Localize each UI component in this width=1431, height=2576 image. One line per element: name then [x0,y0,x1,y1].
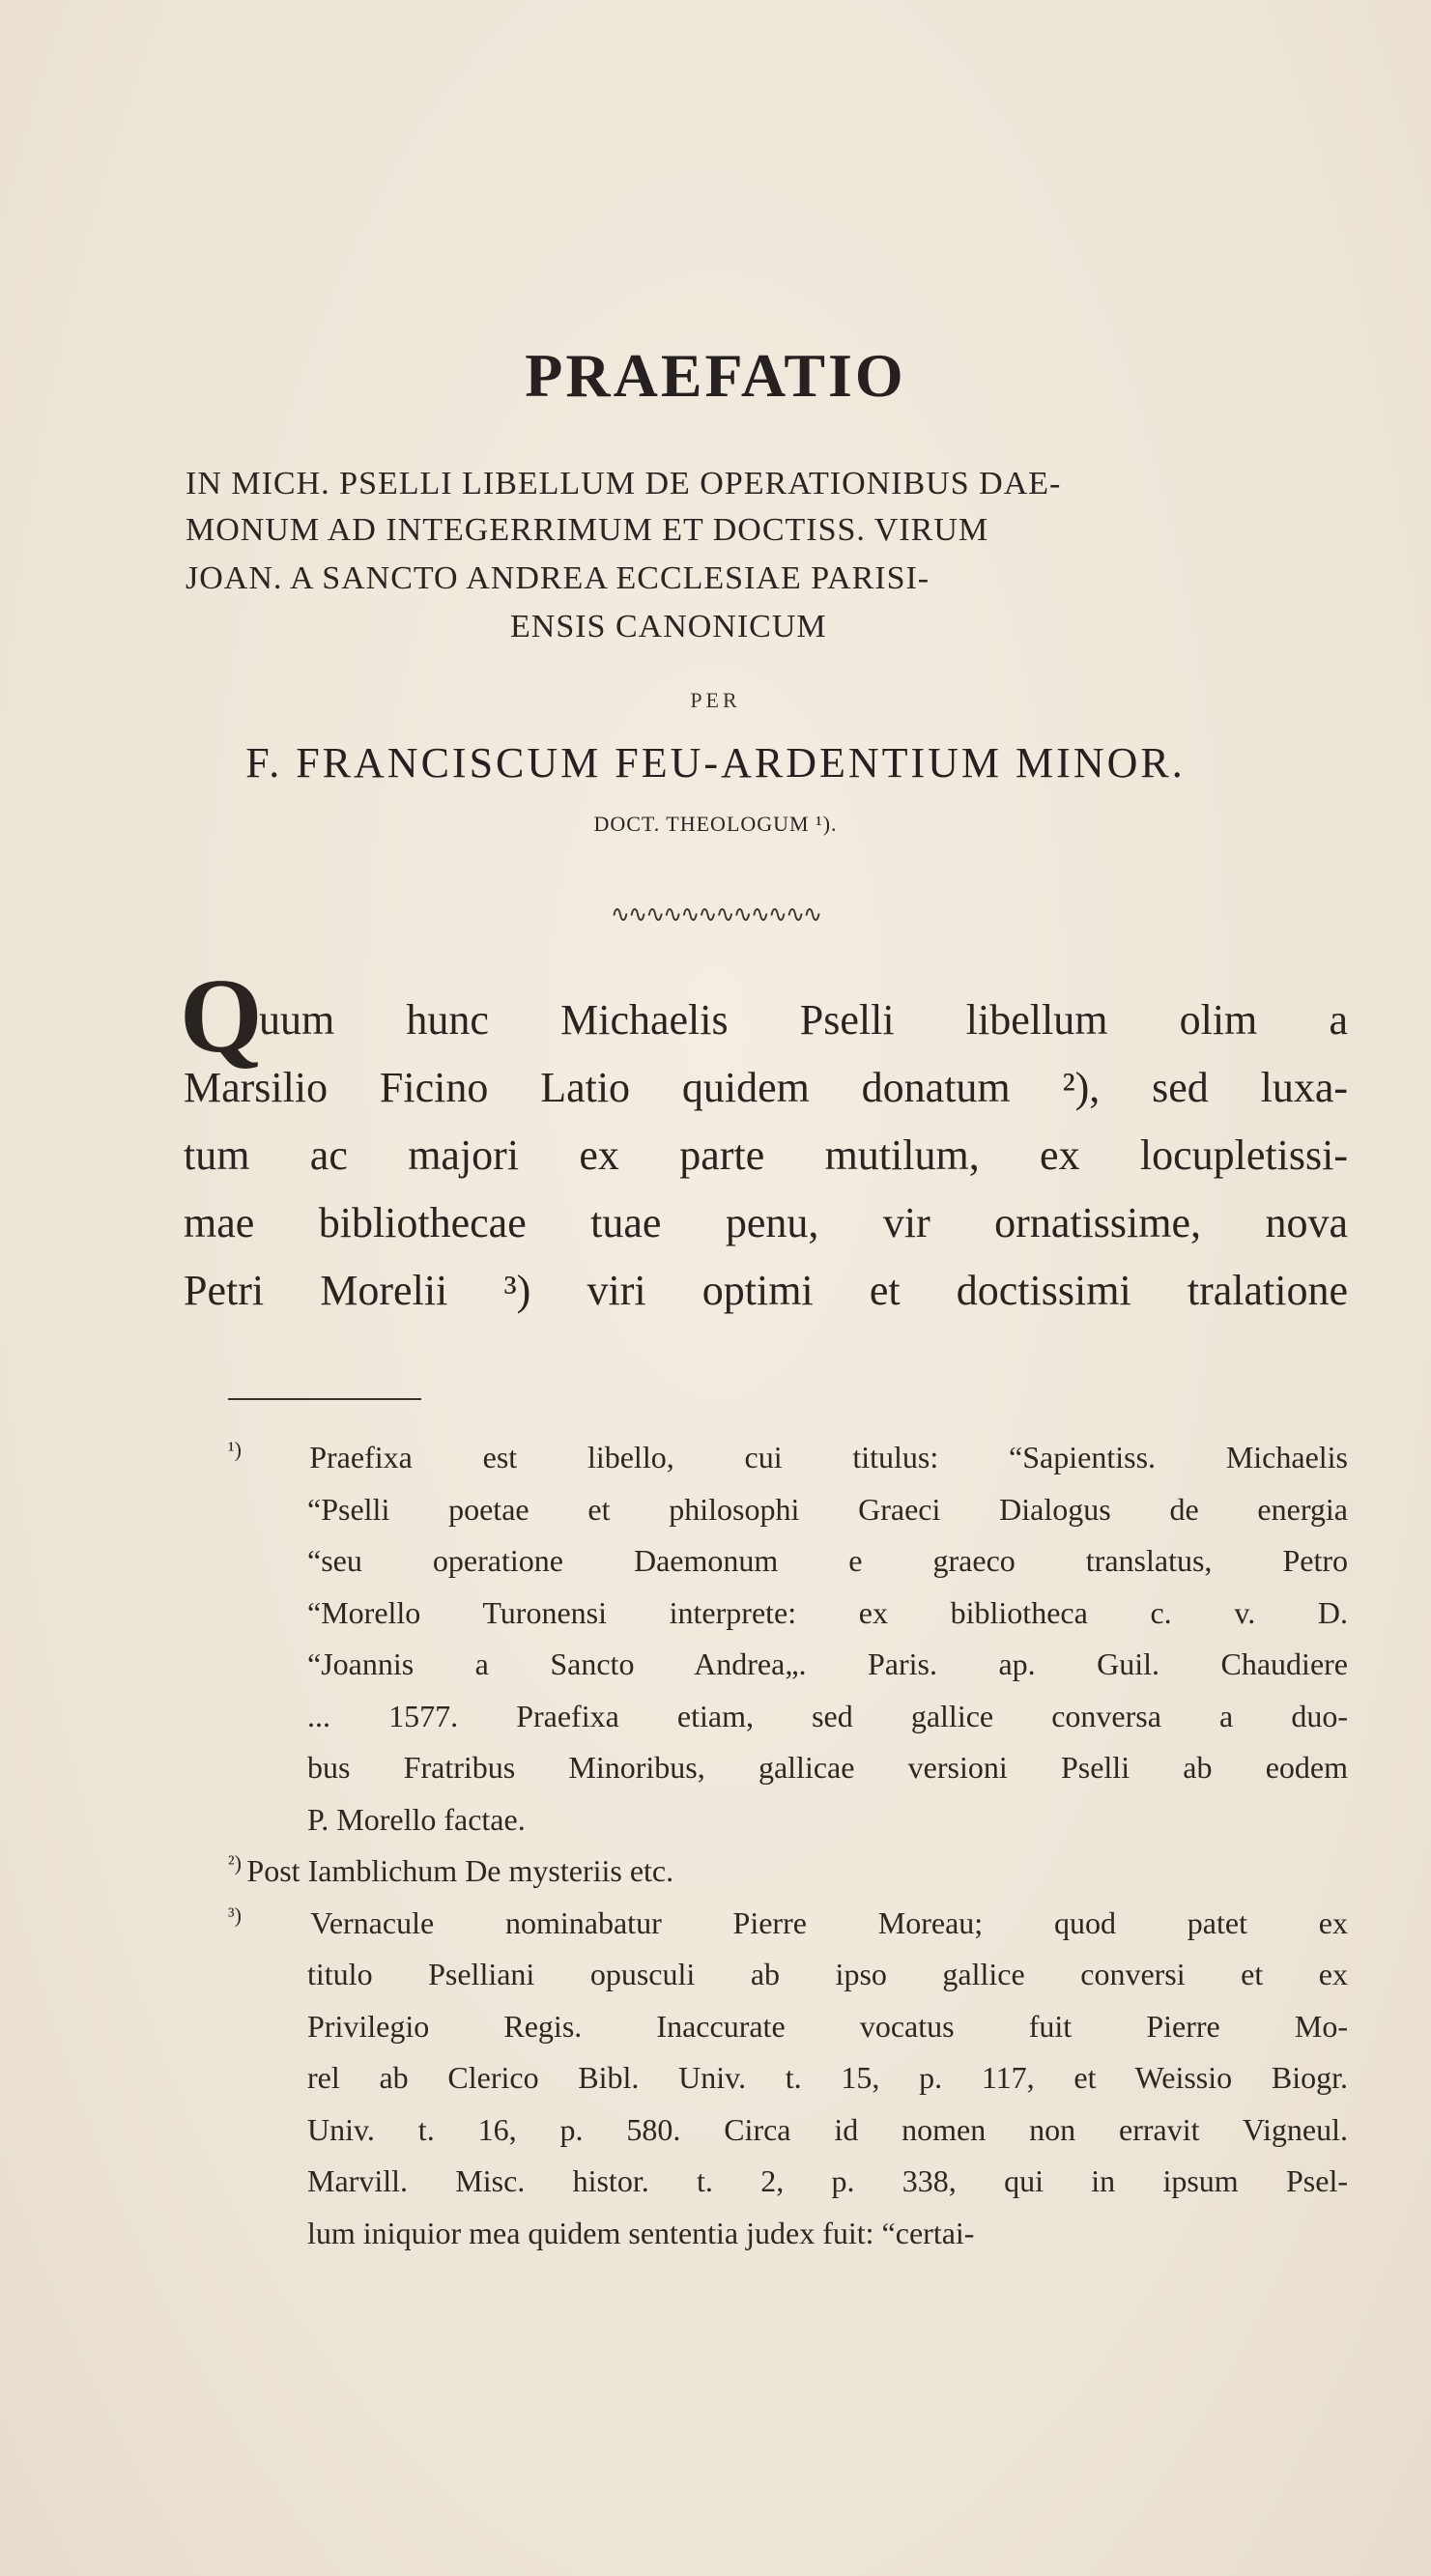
footnote-3-line-4 [307,2060,1348,2096]
footnote-text: lum iniquior mea quidem sententia judex fuit: “certai- [307,2215,975,2250]
body-line-2: Marsilio Ficino Latio quidem donatum ²), sed luxa- [184,1064,1348,1111]
footnote-text: rel ab Clerico Bibl. Univ. t. 15, p. 117, et Weissio Biogr. [307,2060,1348,2095]
footnote-1-line-5 [307,1646,1348,1682]
footnote-text: “Joannis a Sancto Andrea„. Paris. ap. Guil. Chaudiere [307,1646,1348,1681]
footnote-text: ... 1577. Praefixa etiam, sed gallice conversa a duo- [307,1698,1348,1733]
subtitle-line-3: JOAN. A SANCTO ANDREA ECCLESIAE PARISI- [186,560,930,596]
footnote-1-mark: ¹) [228,1437,310,1462]
body-line-4: mae bibliothecae tuae penu, vir ornatissime, nova [184,1199,1348,1246]
footnote-3-line-1 [228,1902,1349,1941]
footnote-2-line-1 [228,1850,1348,1889]
footnote-3-line-6 [307,2163,1348,2199]
footnote-3-mark: ³) [228,1902,311,1927]
footnote-text: Univ. t. 16, p. 580. Circa id nomen non erravit Vigneul. [307,2111,1348,2147]
footnote-1-line-2 [307,1492,1348,1528]
footnote-1-line-3 [307,1543,1348,1579]
footnote-3-line-2 [307,1957,1348,1992]
footnote-text: Marvill. Misc. histor. t. 2, p. 338, qui in ipsum Psel- [307,2163,1348,2198]
author-title: DOCT. THEOLOGUM ¹). [593,812,838,836]
footnote-1-line-8 [307,1802,1348,1838]
footnote-text: bus Fratribus Minoribus, gallicae versioni Pselli ab eodem [307,1750,1348,1785]
subtitle-line-2: MONUM AD INTEGERRIMUM ET DOCTISS. VIRUM [186,512,989,548]
footnote-1-line-7 [307,1750,1348,1786]
footnote-text: Vernacule nominabatur Pierre Moreau; quod patet ex [310,1904,1349,1940]
per-label: PER [690,688,741,712]
body-line-1: uum hunc Michaelis Pselli libellum olim a [259,996,1348,1044]
footnote-text: Privilegio Regis. Inaccurate vocatus fuit Pierre Mo- [307,2008,1348,2044]
footnote-text: titulo Pselliani opusculi ab ipso gallice conversi et ex [307,1957,1348,1991]
footnote-text: “seu operatione Daemonum e graeco translatus, Petro [307,1543,1348,1578]
footnote-2-mark: ²) [228,1850,247,1875]
subtitle-line-1: IN MICH. PSELLI LIBELLUM DE OPERATIONIBUS DAE- [186,466,1062,501]
footnote-1-line-6 [307,1699,1348,1734]
footnote-3-line-3 [307,2009,1348,2045]
footnote-text: Praefixa est libello, cui titulus: “Sapientiss. Michaelis [309,1440,1349,1474]
footnote-1-line-1 [228,1437,1349,1475]
footnote-text: Post Iamblichum De mysteriis etc. [246,1853,674,1888]
ornament-divider: ∿∿∿∿∿∿∿∿∿∿∿∿ [610,901,821,928]
footnote-1-line-4 [307,1595,1348,1631]
page-title: PRAEFATIO [525,341,906,410]
footnote-text: “Morello Turonensi interprete: ex bibliotheca c. v. D. [307,1594,1348,1630]
body-line-5: Petri Morelii ³) viri optimi et doctissimi tralatione [184,1267,1348,1314]
subtitle-line-4: ENSIS CANONICUM [510,609,827,644]
footnote-rule [228,1398,421,1400]
author-line: F. FRANCISCUM FEU-ARDENTIUM MINOR. [245,739,1186,787]
footnote-3-line-7 [307,2216,1348,2251]
body-line-3: tum ac majori ex parte mutilum, ex locupletissi- [184,1131,1348,1179]
footnote-text: “Pselli poetae et philosophi Graeci Dialogus de energia [307,1491,1348,1527]
footnote-text: P. Morello factae. [307,1801,526,1837]
drop-cap: Q [180,957,263,1074]
footnote-3-line-5 [307,2112,1348,2148]
